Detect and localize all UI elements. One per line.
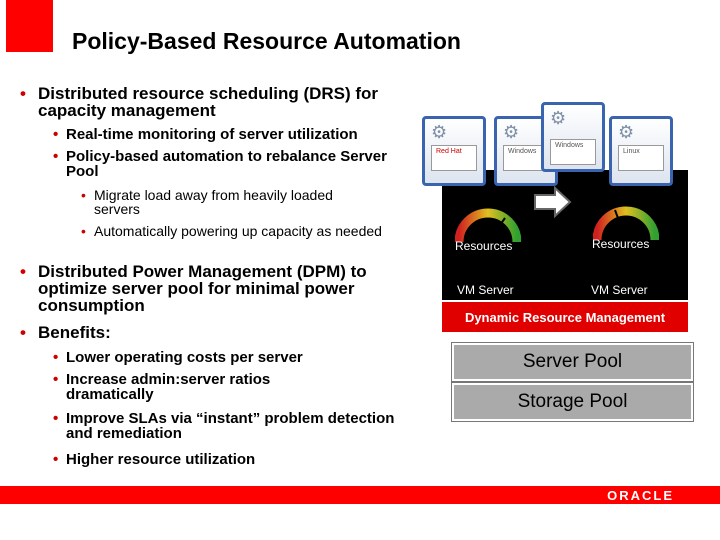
vm-logo: Windows xyxy=(555,142,584,149)
bullet-dot: • xyxy=(81,187,86,203)
storage-pool-box: Storage Pool xyxy=(452,383,693,421)
bullet-sla xyxy=(53,410,406,442)
bullet-drs-text: Distributed resource scheduling (DRS) for capacity management xyxy=(38,84,379,120)
bullet-dpm-text: Distributed Power Management (DPM) to optimize server pool for minimal power consumption xyxy=(38,262,367,315)
server-pool-box: Server Pool xyxy=(452,343,693,381)
vm-screen xyxy=(431,145,477,171)
oracle-logo: ORACLE xyxy=(607,488,674,503)
bullet-utilization xyxy=(53,451,366,468)
bullet-dot: • xyxy=(20,262,26,281)
bullet-dot: • xyxy=(53,451,59,468)
bullet-policy xyxy=(53,148,396,180)
vm-windows-right xyxy=(541,102,605,172)
bullet-lower-cost xyxy=(53,349,386,366)
vm-server-right-label: VM Server xyxy=(591,283,648,297)
bullet-dot: • xyxy=(53,148,59,165)
bullet-migrate-text: Migrate load away from heavily loaded servers xyxy=(94,187,333,217)
gear-icon: ⚙ xyxy=(431,122,448,142)
dynamic-resource-management-bar: Dynamic Resource Management xyxy=(442,302,688,332)
bullet-dot: • xyxy=(53,371,59,388)
slide-title: Policy-Based Resource Automation xyxy=(72,28,461,54)
vm-logo: Windows xyxy=(508,148,537,155)
bullet-drs xyxy=(20,84,418,120)
gear-icon: ⚙ xyxy=(503,122,520,142)
vm-redhat xyxy=(422,116,486,186)
vm-logo: Linux xyxy=(623,148,640,155)
bullet-power-up-text: Automatically powering up capacity as needed xyxy=(94,223,382,239)
bullet-benefits-text: Benefits: xyxy=(38,323,111,342)
gauge-left xyxy=(455,200,521,244)
gauge-right xyxy=(593,198,659,242)
bullet-migrate xyxy=(81,187,334,217)
bullet-admin-ratio xyxy=(53,371,336,403)
bullet-dot: • xyxy=(53,349,59,366)
vm-logo: Red Hat xyxy=(436,148,462,155)
migrate-arrow-icon xyxy=(533,186,573,218)
bullet-dot: • xyxy=(81,223,86,239)
gauge-left-label: Resources xyxy=(455,239,513,253)
bullet-realtime-text: Real-time monitoring of server utilization xyxy=(66,126,358,143)
gear-icon: ⚙ xyxy=(618,122,635,142)
bullet-dot: • xyxy=(53,410,59,427)
gauge-right-label: Resources xyxy=(592,237,650,251)
bullet-dot: • xyxy=(20,323,26,342)
bullet-policy-text: Policy-based automation to rebalance Server Pool xyxy=(66,148,387,180)
bullet-sla-text: Improve SLAs via “instant” problem detection and remediation xyxy=(66,410,395,442)
bullet-dot: • xyxy=(53,126,59,143)
bullet-benefits xyxy=(20,323,238,342)
title-accent-block xyxy=(6,0,53,52)
bullet-power-up xyxy=(81,223,394,239)
bullet-utilization-text: Higher resource utilization xyxy=(66,451,256,468)
gear-icon: ⚙ xyxy=(550,108,567,128)
bullet-lower-cost-text: Lower operating costs per server xyxy=(66,349,303,366)
vm-screen xyxy=(618,145,664,171)
vm-server-left-label: VM Server xyxy=(457,283,514,297)
bullet-dpm xyxy=(20,262,408,315)
bullet-admin-ratio-text: Increase admin:server ratios dramatically xyxy=(66,371,271,403)
bullet-dot: • xyxy=(20,84,26,103)
vm-screen xyxy=(550,139,596,165)
bullet-realtime xyxy=(53,126,426,143)
vm-linux xyxy=(609,116,673,186)
